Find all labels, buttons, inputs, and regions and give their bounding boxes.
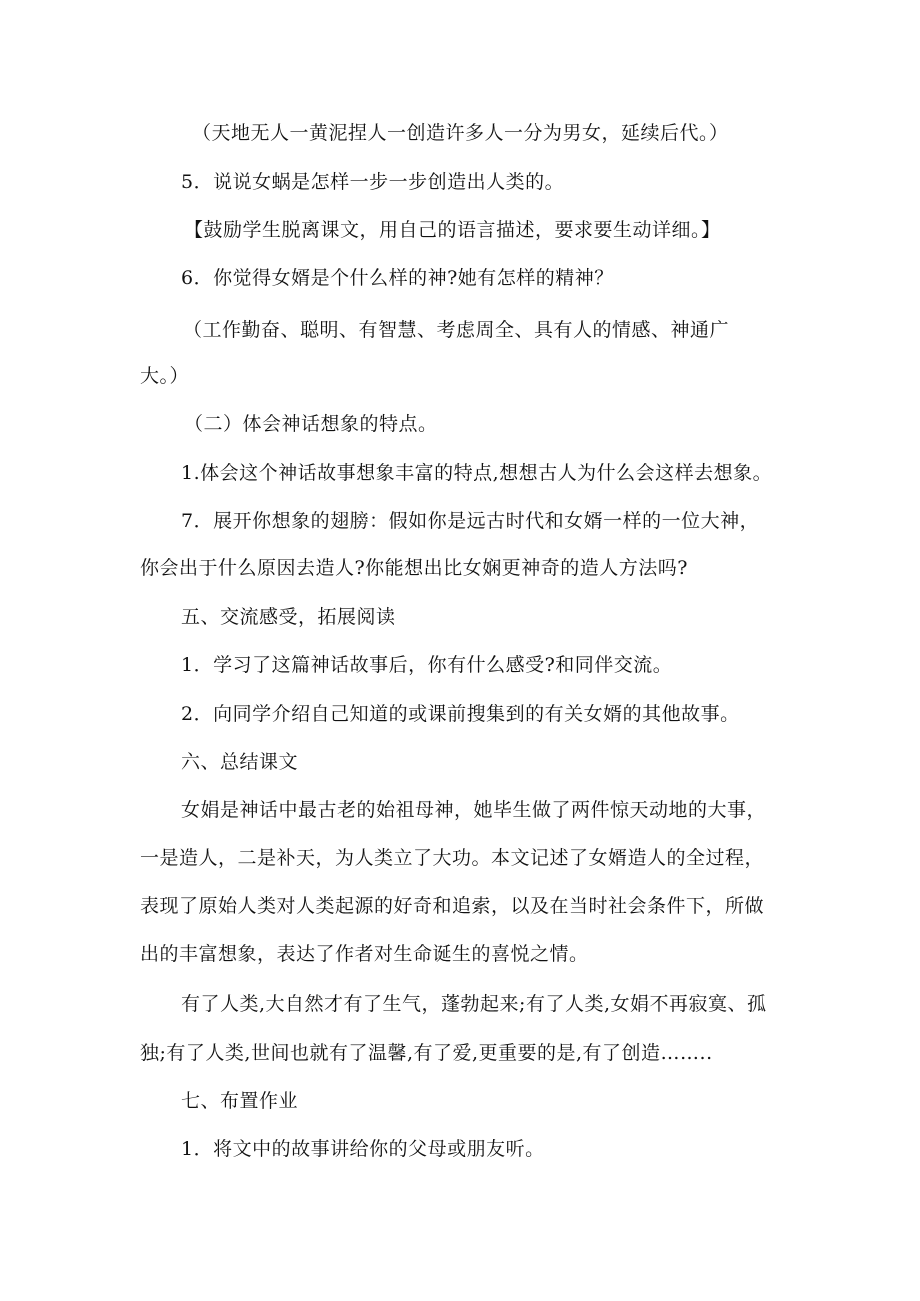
text-line: 1.体会这个神话故事想象丰富的特点,想想古人为什么会这样去想象。 [181,462,773,484]
text-line: 出的丰富想象，表达了作者对生命诞生的喜悦之情。 [140,943,589,965]
section-heading: 五、交流感受，拓展阅读 [181,606,396,628]
text-line: 有了人类,大自然才有了生气，蓬勃起来;有了人类,女娟不再寂寞、孤 [181,993,767,1015]
text-line: 5．说说女蜗是怎样一步一步创造出人类的。 [181,171,565,193]
text-line: 2．向同学介绍自己知道的或课前搜集到的有关女婿的其他故事。 [181,703,740,725]
text-line: 【鼓励学生脱离课文，用自己的语言描述，要求要生动详细。】 [184,219,721,241]
text-line: 表现了原始人类对人类起源的好奇和追索，以及在当时社会条件下，所做 [140,895,765,917]
section-heading: 七、布置作业 [181,1090,299,1112]
text-line: 6．你觉得女婿是个什么样的神?她有怎样的精神？ [181,267,614,289]
text-line: 一是造人，二是补天，为人类立了大功。本文记述了女婿造人的全过程， [140,847,765,869]
text-line: （天地无人一黄泥捏人一创造许多人一分为男女，延续后代。） [192,122,729,144]
text-line: 独;有了人类,世间也就有了温馨,有了爱,更重要的是,有了创造…….. [140,1042,713,1064]
text-line: 大。） [140,365,190,387]
section-heading: （二）体会神话想象的特点。 [184,413,438,435]
text-line: 1．将文中的故事讲给你的父母或朋友听。 [181,1138,545,1160]
text-line: 7．展开你想象的翅膀：假如你是远古时代和女婿一样的一位大神， [181,510,760,532]
text-line: 女娟是神话中最古老的始祖母神，她毕生做了两件惊天动地的大事， [181,799,767,821]
text-line: 1．学习了这篇神话故事后，你有什么感受?和同伴交流。 [181,654,673,676]
section-heading: 六、总结课文 [181,751,299,773]
text-line: 你会出于什么原因去造人?你能想出比女娴更神奇的造人方法吗? [140,557,688,579]
text-line: （工作勤奋、聪明、有智慧、考虑周全、具有人的情感、神通广 [183,319,730,341]
